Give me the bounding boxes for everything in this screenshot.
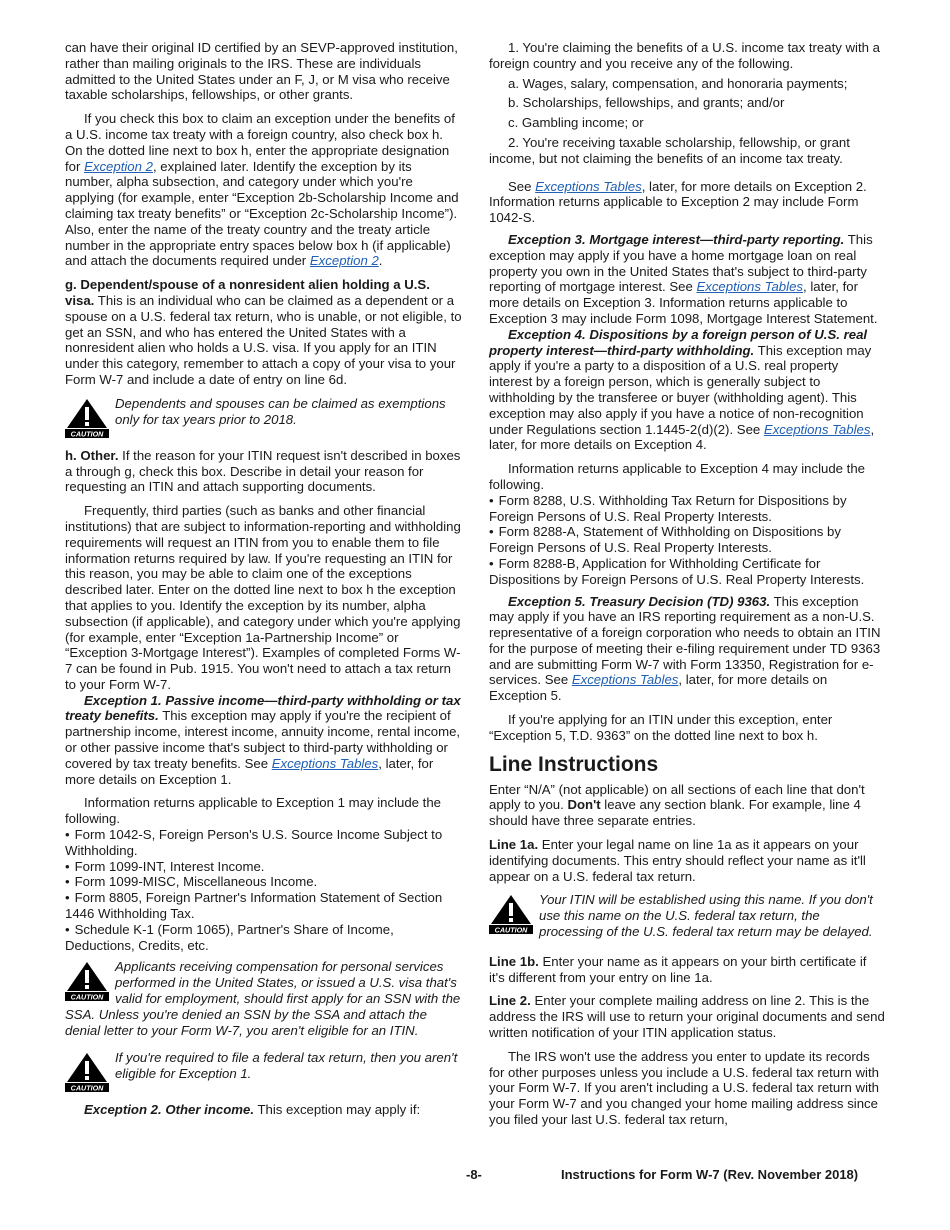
paragraph: Enter “N/A” (not applicable) on all sections of each line that don't apply to you. Don't leave any section blank. For example, line 4 should have three separate entries. [489, 781, 865, 829]
section-g: g. Dependent/spouse of a nonresident alien holding a U.S. visa. This is an individual who can be claimed as a dependent or a spouse on a U.S. federal tax return, who is unable, or not eligible, to get an SSN, and who has entered the United States with a nonresident alien who holds a U.S. visa. If you apply for an ITIN under this category, remember to attach a copy of your visa to your Form W-7 and include a date of entry on line 6d. [65, 277, 462, 387]
alpha-list [489, 76, 885, 131]
list-item: 1. You're claiming the benefits of a U.S. income tax treaty with a foreign country and you receive any of the following. [489, 40, 880, 71]
line-heading: Line 2. [489, 993, 531, 1009]
left-column [65, 40, 462, 1126]
list-item: • Form 8288, U.S. Withholding Tax Return for Dispositions by Foreign Persons of U.S. Real Property Interests. [489, 493, 885, 525]
exception-4: Exception 4. Dispositions by a foreign person of U.S. real property interest—third-party withholding. This exception may apply if you're a party to a disposition of a U.S. real property interest by a foreign person, which is generally subject to withholding by the transferee or buyer (withholding agent). This exception may also apply if you have a notice of non-recognition under Regulations section 1.1445-2(d)(2). See Exceptions Tables, later, for more details on Exception 4. [489, 326, 875, 453]
exception-2: Exception 2. Other income. This exception may apply if: [84, 1102, 421, 1118]
list-item: • Form 8288-B, Application for Withholding Certificate for Dispositions by Foreign Persons of U.S. Real Property Interests. [489, 556, 885, 588]
caution-note: CAUTION Your ITIN will be established using this name. If you don't use this name on the U.S. federal tax return, the processing of the U.S. federal tax return may be delayed. [489, 892, 885, 939]
paragraph: Information returns applicable to Exception 1 may include the following. [65, 795, 441, 827]
list-item: • Form 1099-MISC, Miscellaneous Income. [65, 874, 462, 890]
footer-title: Instructions for Form W-7 (Rev. November 2018) [561, 1167, 859, 1182]
list-item: • Form 1042-S, Foreign Person's U.S. Source Income Subject to Withholding. [65, 827, 462, 859]
list-item: 2. You're receiving taxable scholarship, fellowship, or grant income, but not claiming the benefits of an income tax treaty. [489, 134, 850, 166]
caution-icon [489, 894, 533, 934]
list-item: • Form 8288-A, Statement of Withholding on Dispositions by Foreign Persons of U.S. Real Property Interests. [489, 524, 885, 556]
list-item: • Form 1099-INT, Interest Income. [65, 859, 462, 875]
paragraph: If you check this box to claim an exception under the benefits of a U.S. income tax treaty with a foreign country, also check box h. On the dotted line next to box h, enter the appropriate designation for Exception 2, explained later. Identify the exception by its number, alpha subsection, and category under which you're applying (for example, enter “Exception 2b-Scholarship Income and claiming tax treaty benefits” or “Exception 2c-Scholarship Income”). Also, enter the name of the treaty country and the treaty article number in the appropriate entry spaces below box h (if applicable) and attach the documents required under Exception 2. [65, 111, 459, 269]
page-number: -8- [466, 1167, 482, 1182]
exception-heading: Exception 1. Passive income—third-party withholding or tax treaty benefits. [65, 692, 461, 724]
exception-1: Exception 1. Passive income—third-party withholding or tax treaty benefits. This exception may apply if you're the recipient of partnership income, interest income, annuity income, rental income, or other passive income that's subject to third-party withholding or covered by tax treaty benefits. See Exceptions Tables, later, for more details on Exception 1. [65, 692, 461, 787]
exception-heading: Exception 5. Treasury Decision (TD) 9363. [508, 593, 771, 609]
list-item: • Form 8805, Foreign Partner's Information Statement of Section 1446 Withholding Tax. [65, 890, 462, 922]
bullet-list [65, 827, 462, 953]
caution-label: CAUTION [70, 992, 104, 1002]
exceptions-tables-link[interactable]: Exceptions Tables [571, 672, 679, 688]
bullet-list [489, 493, 885, 588]
paragraph: See Exceptions Tables, later, for more details on Exception 2. Information returns applicable to Exception 2 may include Form 1042-S. [489, 178, 867, 226]
line-heading: Line 1b. [489, 953, 539, 969]
list-item: c. Gambling income; or [508, 115, 644, 131]
list-item: a. Wages, salary, compensation, and honoraria payments; [508, 75, 848, 91]
exception-heading: Exception 2. Other income. [84, 1102, 255, 1118]
caution-note: CAUTION Applicants receiving compensation for personal services performed in the United States, or issued a U.S. visa that's valid for employment, should first apply for an SSN with the SSA. Unless you're denied an SSN by the SSA and attach the denial letter to your Form W-7, you aren't eligible for an ITIN. [65, 959, 461, 1038]
exceptions-tables-link[interactable]: Exceptions Tables [763, 421, 871, 437]
caution-label: CAUTION [70, 429, 104, 438]
caution-note: CAUTION Dependents and spouses can be claimed as exemptions only for tax years prior to 2018. [65, 396, 462, 438]
exception-2-link[interactable]: Exception 2 [309, 253, 379, 269]
caution-icon [65, 398, 109, 438]
exception-3: Exception 3. Mortgage interest—third-party reporting. This exception may apply if you have a home mortgage loan on real property you own in the United States that's subject to third-party reporting of mortgage interest. See Exceptions Tables, later, for more details on Exception 3. Information returns applicable to Exception 3 may include Form 1098, Mortgage Interest Statement. [489, 231, 878, 326]
right-column [489, 40, 885, 1136]
exceptions-tables-link[interactable]: Exceptions Tables [696, 279, 803, 295]
line-1a: Line 1a. Enter your legal name on line 1a as it appears on your identifying documents. This entry should reflect your name as it'll appear on a U.S. federal tax return. [489, 837, 866, 884]
paragraph: Information returns applicable to Exception 4 may include the following. [489, 461, 865, 492]
line-2: Line 2. Enter your complete mailing address on line 2. This is the address the IRS will use to return your original documents and send written notification of your ITIN application status. [489, 993, 885, 1041]
exception-2-link[interactable]: Exception 2 [84, 158, 153, 174]
exception-heading: Exception 4. Dispositions by a foreign person of U.S. real property interest—third-party withholding. [489, 326, 868, 358]
section-h: h. Other. If the reason for your ITIN request isn't described in boxes a through g, check this box. Describe in detail your reason for requesting an ITIN and attach supporting documents. [65, 447, 461, 495]
paragraph: Frequently, third parties (such as banks and other financial institutions) that are subject to information-reporting and withholding requirements will request an ITIN from you to enable them to file information returns required by law. If you're requesting an ITIN for this reason, you may be able to claim one of the exceptions described later. Enter on the dotted line next to box h the exception that applies to you. Identify the exception by its number, alpha subsection (if applicable), and category under which you're applying (for example, enter “Exception 1a-Partnership Income” or “Exception 3-Mortgage Interest”). Examples of completed Forms W-7 can be found in Pub. 1915. You won't need to attach a tax return to your Form W-7. [65, 503, 461, 692]
section-heading: h. Other. [65, 447, 119, 463]
list-item: b. Scholarships, fellowships, and grants; and/or [508, 95, 785, 111]
paragraph: If you're applying for an ITIN under this exception, enter “Exception 5, T.D. 9363” on the dotted line next to box h. [489, 712, 833, 743]
caution-icon [65, 961, 109, 1001]
exception-heading: Exception 3. Mortgage interest—third-party reporting. [508, 231, 845, 247]
caution-note: CAUTION If you're required to file a federal tax return, then you aren't eligible for Exception 1. [65, 1050, 462, 1092]
exceptions-tables-link[interactable]: Exceptions Tables [271, 755, 379, 771]
list-item: • Schedule K-1 (Form 1065), Partner's Share of Income, Deductions, Credits, etc. [65, 922, 462, 954]
line-1b: Line 1b. Enter your name as it appears on your birth certificate if it's different from your entry on line 1a. [489, 953, 867, 985]
line-heading: Line 1a. [489, 837, 539, 853]
caution-icon [65, 1052, 109, 1092]
paragraph: The IRS won't use the address you enter to update its records for other purposes unless you include a U.S. federal tax return with your Form W-7. If you aren't including a U.S. federal tax return with your Form W-7 and you changed your home mailing address since you filed your last U.S. federal tax return, [489, 1048, 880, 1128]
caution-label: CAUTION [70, 1083, 104, 1093]
paragraph: can have their original ID certified by an SEVP-approved institution, rather than mailing originals to the IRS. These are individuals admitted to the United States under an F, J, or M visa who receive taxable scholarships, fellowships, or other grants. [65, 40, 458, 103]
exception-5: Exception 5. Treasury Decision (TD) 9363. This exception may apply if you have an IRS reporting requirement as a non-U.S. representative of a foreign corporation who needs to obtain an ITIN for the purpose of meeting their e-filing requirement under TD 9363 and are submitting Form W-7 with Form 13350, Registration for e-services. See Exceptions Tables, later, for more details on Exception 5. [489, 593, 881, 704]
exceptions-tables-link[interactable]: Exceptions Tables [535, 178, 642, 194]
caution-label: CAUTION [494, 925, 528, 935]
section-heading: g. Dependent/spouse of a nonresident alien holding a U.S. visa. [65, 277, 430, 308]
section-title: Line Instructions [489, 752, 659, 776]
